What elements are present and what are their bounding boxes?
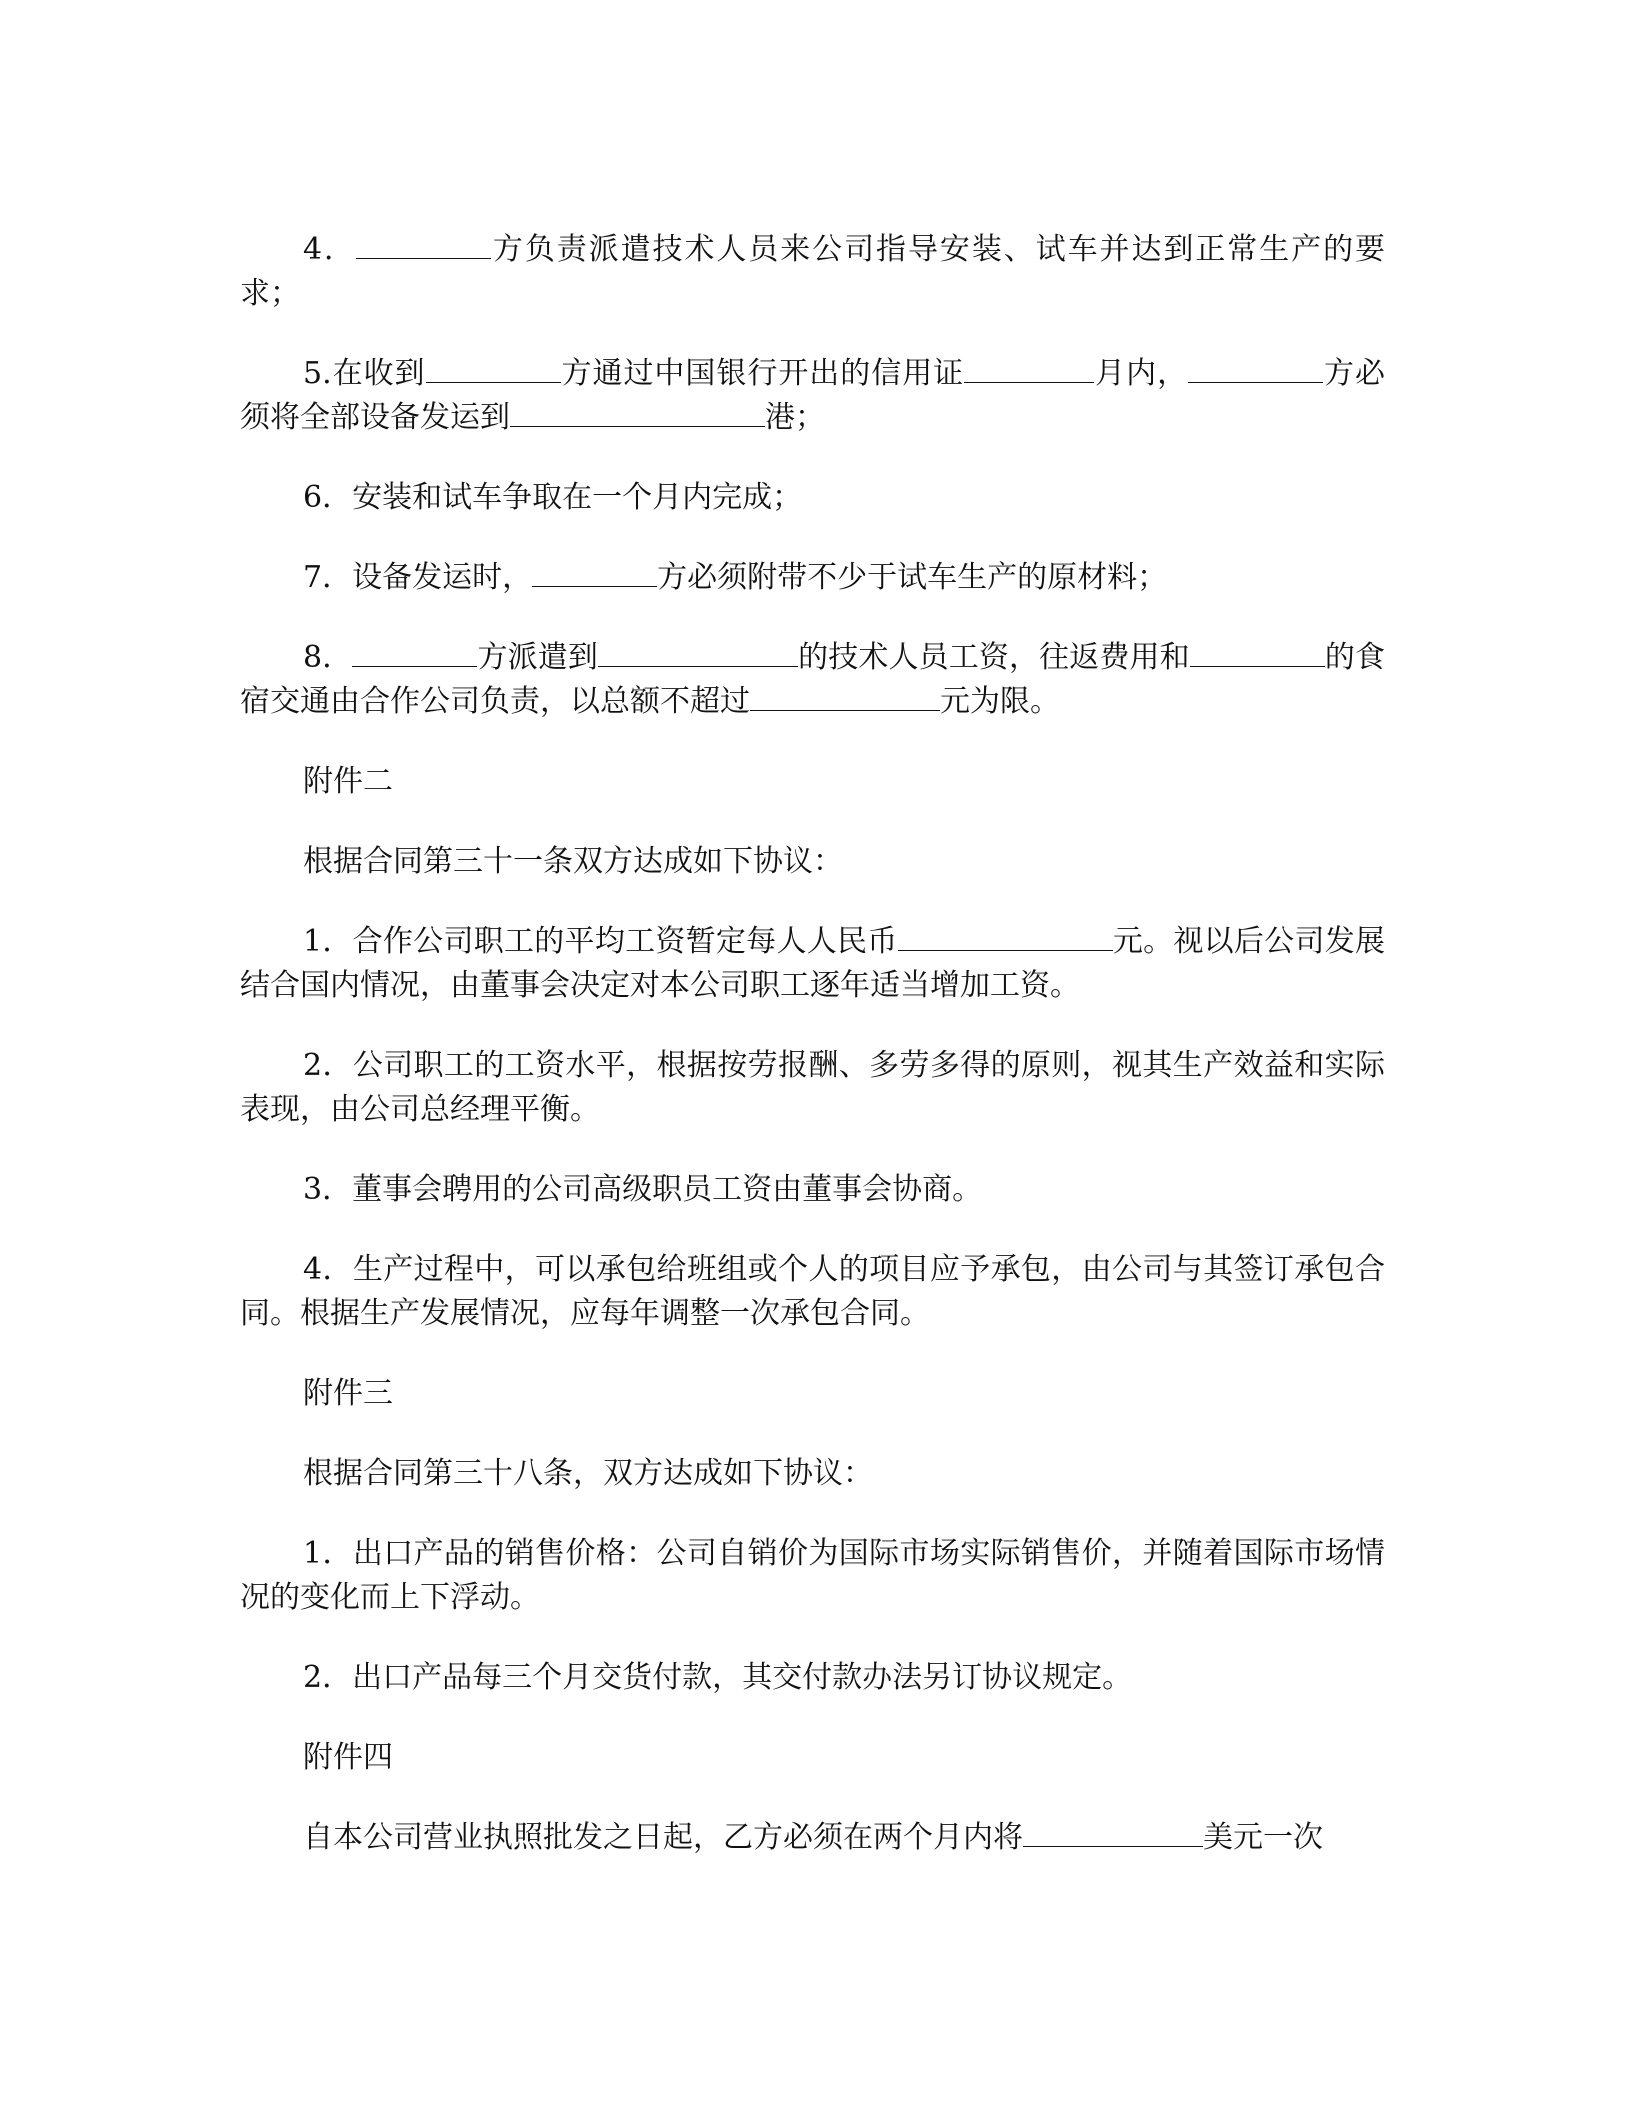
blank-field [426,352,561,383]
item-text: 方必须附带不少于试车生产的原材料； [657,560,1168,595]
blank-field [750,680,940,711]
annex1-item-5 [240,352,1385,440]
item-text: 美元一次 [1203,1820,1323,1855]
item-number: 5 [303,356,323,391]
annex3-item-2: 2．出口产品每三个月交货付款，其交付款办法另订协议规定。 [303,1660,1133,1695]
blank-field [1190,636,1325,667]
annex2-title: 附件二 [303,764,393,799]
blank-field [1188,352,1323,383]
item-number: 4． [303,232,356,267]
annex4-text [240,1816,1385,1860]
annex3-item-1: 1．出口产品的销售价格：公司自销价为国际市场实际销售价，并随着国际市场情况的变化而上下浮动。 [240,1536,1385,1615]
item-text: 1．合作公司职工的平均工资暂定每人人民币 [303,924,898,959]
item-text: 8． [303,640,353,675]
blank-field [356,228,491,259]
blank-field [964,352,1094,383]
item-text: 方通过中国银行开出的信用证 [560,356,965,391]
document-page [240,228,1385,1896]
annex1-item-7 [240,556,1385,600]
annex2-item-1 [240,920,1385,1008]
item-text: 的食宿交通由合作公司负责，以总额不超过 [240,640,1386,719]
item-text: 方必须将全部设备发运到 [240,356,1386,435]
item-text: 元为限。 [940,684,1060,719]
blank-field [898,920,1113,951]
annex3-intro: 根据合同第三十八条，双方达成如下协议： [303,1456,873,1491]
item-text: 7．设备发运时， [303,560,533,595]
annex4-title: 附件四 [303,1740,393,1775]
annex3-title: 附件三 [303,1376,393,1411]
annex1-item-8 [240,636,1385,724]
item-text: 自本公司营业执照批发之日起，乙方必须在两个月内将 [303,1820,1023,1855]
blank-field [532,556,657,587]
annex2-item-3: 3．董事会聘用的公司高级职员工资由董事会协商。 [303,1172,983,1207]
item-text: 元。视以后公司发展结合国内情况，由董事会决定对本公司职工逐年适当增加工资。 [240,924,1386,1003]
item-text: 的技术人员工资，往返费用和 [797,640,1190,675]
annex2-item-2: 2．公司职工的工资水平，根据按劳报酬、多劳多得的原则，视其生产效益和实际表现，由公司总经理平衡。 [240,1048,1385,1127]
item-text: 方派遣到 [477,640,598,675]
item-text: 港； [765,400,825,435]
annex2-item-4: 4．生产过程中，可以承包给班组或个人的项目应予承包，由公司与其签订承包合同。根据生产发展情况，应每年调整一次承包合同。 [240,1252,1385,1331]
item-text: 方负责派遣技术人员来公司指导安装、试车并达到正常生产的要求； [240,232,1385,311]
item-text: .在收到 [322,356,426,391]
annex2-intro: 根据合同第三十一条双方达成如下协议： [303,844,843,879]
blank-field [352,636,477,667]
annex1-item-4 [240,228,1385,316]
item-text: 月内， [1094,356,1189,391]
blank-field [1023,1816,1203,1847]
blank-field [598,636,798,667]
blank-field [510,396,765,427]
annex1-item-6: 6．安装和试车争取在一个月内完成； [303,480,803,515]
